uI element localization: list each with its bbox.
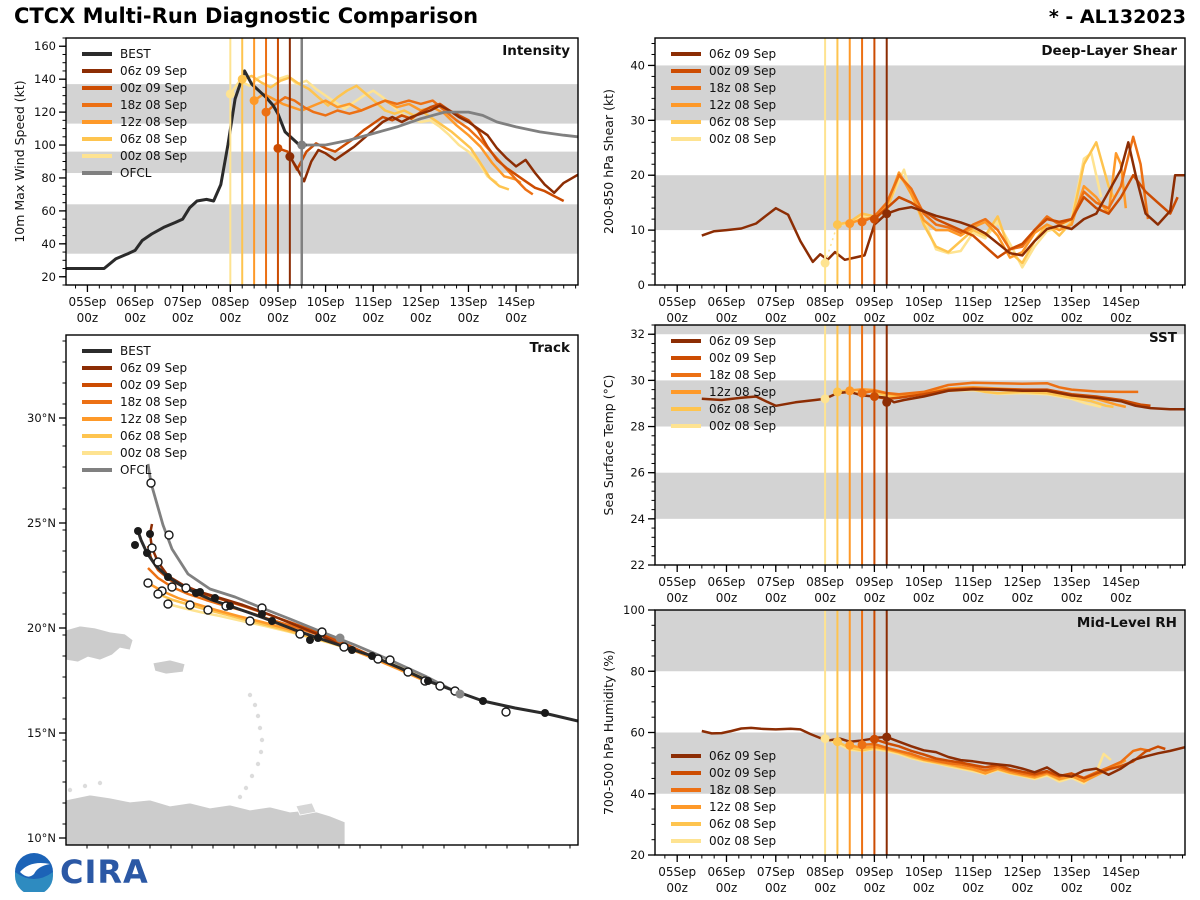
- init-dot-r1808: [858, 389, 867, 398]
- legend-label-r1808: 18z 08 Sep: [709, 783, 777, 797]
- track-marker-open: [147, 479, 155, 487]
- x-tick-date: 08Sep: [806, 575, 845, 589]
- x-tick-hour: 00z: [765, 311, 787, 325]
- init-dot-r1808: [858, 740, 867, 749]
- page-title: CTCX Multi-Run Diagnostic Comparison: [14, 4, 479, 28]
- y-tick-label: 80: [41, 170, 56, 185]
- legend-label-r0608: 06z 08 Sep: [120, 429, 188, 443]
- track-r0608: [158, 594, 440, 686]
- init-dot-r0609: [882, 733, 891, 742]
- x-tick-hour: 00z: [814, 881, 836, 895]
- x-axis: [658, 565, 1182, 605]
- y-tick-label: 40: [630, 786, 645, 801]
- legend-label-ofcl: OFCL: [120, 166, 152, 180]
- legend-label-r0608: 06z 08 Sep: [120, 132, 188, 146]
- init-dot-r0608: [238, 75, 247, 84]
- y-axis-title-sst: Sea Surface Temp (°C): [601, 374, 616, 516]
- x-tick-date: 11Sep: [954, 575, 992, 589]
- x-tick-date: 11Sep: [354, 295, 393, 309]
- y-tick-label: 40: [41, 236, 56, 251]
- y-tick-label: 10: [630, 223, 645, 238]
- legend-label-r1808: 18z 08 Sep: [120, 395, 188, 409]
- x-tick-hour: 00z: [765, 881, 787, 895]
- x-tick-hour: 00z: [765, 591, 787, 605]
- x-tick-date: 14Sep: [497, 295, 536, 309]
- x-axis: [658, 285, 1182, 325]
- init-dot-r0008: [821, 259, 830, 268]
- x-tick-hour: 00z: [314, 311, 337, 325]
- panel-title-sst: SST: [1148, 330, 1177, 346]
- land-puerto-rico: [153, 660, 185, 674]
- y-tick-label: 32: [630, 327, 645, 342]
- init-dot-r0608: [833, 737, 842, 746]
- land-hispaniola: [66, 626, 133, 662]
- init-dot-r0609: [882, 398, 891, 407]
- x-tick-date: 10Sep: [904, 865, 943, 879]
- x-axis: [658, 855, 1182, 895]
- init-dot-r0009: [870, 392, 879, 401]
- legend-label-r0608: 06z 08 Sep: [709, 402, 777, 416]
- track-marker-gray: [336, 634, 345, 643]
- x-tick-date: 12Sep: [1003, 865, 1042, 879]
- x-tick-hour: 00z: [267, 311, 289, 325]
- track-marker-filled: [164, 573, 172, 581]
- x-tick-hour: 00z: [505, 311, 527, 325]
- x-tick-hour: 00z: [666, 311, 688, 325]
- track-marker-filled: [368, 652, 376, 660]
- x-tick-hour: 00z: [863, 591, 886, 605]
- x-tick-hour: 00z: [912, 591, 935, 605]
- init-dot-r1808: [262, 108, 271, 117]
- legend-label-r1208: 12z 08 Sep: [120, 115, 188, 129]
- x-tick-date: 09Sep: [855, 295, 894, 309]
- track-marker-open: [154, 558, 162, 566]
- legend-label-r0609: 06z 09 Sep: [120, 361, 188, 375]
- track-marker-filled: [146, 530, 154, 538]
- y-tick-label: 60: [41, 203, 56, 218]
- small-island: [68, 788, 72, 792]
- x-tick-date: 06Sep: [707, 575, 746, 589]
- init-dot-r1808: [858, 217, 867, 226]
- x-tick-date: 12Sep: [401, 295, 440, 309]
- x-tick-date: 07Sep: [756, 865, 795, 879]
- y-tick-label: 30: [630, 113, 645, 128]
- y-tick-label: 40: [630, 58, 645, 73]
- y-tick-label: 20: [630, 848, 645, 862]
- x-tick-date: 05Sep: [658, 295, 697, 309]
- lat-tick-label: 15°N: [27, 726, 56, 740]
- panel-shear: [601, 38, 1185, 325]
- y-axis: [630, 43, 655, 292]
- x-tick-hour: 00z: [715, 881, 738, 895]
- track-marker-filled: [143, 549, 151, 557]
- x-tick-hour: 00z: [219, 311, 242, 325]
- x-tick-date: 11Sep: [954, 295, 992, 309]
- x-tick-hour: 00z: [1110, 311, 1132, 325]
- x-tick-date: 11Sep: [954, 865, 992, 879]
- y-axis-title-intensity: 10m Max Wind Speed (kt): [12, 80, 27, 243]
- y-axis-title-shear: 200-850 hPa Shear (kt): [601, 89, 616, 234]
- lat-axis: [27, 341, 66, 845]
- small-island: [244, 786, 248, 790]
- track-marker-open: [204, 606, 212, 614]
- y-tick-label: 26: [630, 465, 645, 480]
- lat-tick-label: 25°N: [27, 516, 56, 530]
- legend-label-best: BEST: [120, 47, 151, 61]
- track-marker-filled: [268, 617, 276, 625]
- noaa-logo-icon: [14, 852, 54, 892]
- x-tick-date: 13Sep: [1052, 575, 1091, 589]
- legend-label-r0609: 06z 09 Sep: [709, 334, 777, 348]
- init-dot-r0009: [870, 215, 879, 224]
- init-dot-r1208: [845, 741, 854, 750]
- y-tick-label: 100: [623, 603, 645, 617]
- x-tick-hour: 00z: [912, 311, 935, 325]
- x-tick-hour: 00z: [912, 881, 935, 895]
- x-tick-hour: 00z: [863, 311, 886, 325]
- x-tick-date: 07Sep: [756, 295, 795, 309]
- x-tick-hour: 00z: [124, 311, 146, 325]
- x-tick-date: 14Sep: [1101, 295, 1140, 309]
- panel-intensity: [12, 38, 578, 325]
- x-tick-hour: 00z: [1011, 881, 1034, 895]
- x-tick-hour: 00z: [715, 591, 738, 605]
- x-tick-hour: 00z: [410, 311, 432, 325]
- y-tick-label: 28: [630, 419, 645, 434]
- x-tick-hour: 00z: [666, 591, 688, 605]
- x-tick-date: 12Sep: [1003, 295, 1042, 309]
- x-tick-date: 09Sep: [258, 295, 297, 309]
- track-marker-open: [182, 584, 190, 592]
- legend-label-r0009: 00z 09 Sep: [709, 64, 777, 78]
- legend-label-r0609: 06z 09 Sep: [709, 749, 777, 763]
- legend-label-r0609: 06z 09 Sep: [120, 64, 188, 78]
- y-tick-label: 20: [41, 269, 56, 284]
- panel-title-intensity: Intensity: [502, 43, 570, 59]
- x-tick-hour: 00z: [362, 311, 384, 325]
- y-tick-label: 60: [630, 725, 645, 740]
- init-dot-r0009: [273, 144, 282, 153]
- init-dot-r0008: [821, 734, 830, 743]
- x-tick-date: 08Sep: [211, 295, 250, 309]
- small-island: [259, 750, 263, 754]
- legend-label-r0608: 06z 08 Sep: [709, 817, 777, 831]
- legend: [82, 344, 187, 477]
- init-dot-r0009: [870, 735, 879, 744]
- x-tick-date: 05Sep: [658, 865, 697, 879]
- legend-label-r1208: 12z 08 Sep: [709, 800, 777, 814]
- track-marker-filled: [134, 527, 142, 535]
- small-island: [248, 693, 252, 697]
- legend-label-r1808: 18z 08 Sep: [120, 98, 188, 112]
- init-dot-ofcl: [297, 141, 306, 150]
- legend-label-r0009: 00z 09 Sep: [120, 81, 188, 95]
- track-marker-open: [144, 579, 152, 587]
- small-island: [258, 726, 262, 730]
- shaded-band: [655, 325, 1185, 334]
- init-dot-r0008: [226, 89, 235, 98]
- x-tick-date: 07Sep: [756, 575, 795, 589]
- x-tick-date: 09Sep: [855, 865, 894, 879]
- x-tick-date: 10Sep: [904, 575, 943, 589]
- track-marker-open: [164, 600, 172, 608]
- x-tick-date: 08Sep: [806, 295, 845, 309]
- small-island: [250, 774, 254, 778]
- init-dot-r0608: [833, 387, 842, 396]
- track-marker-open: [296, 630, 304, 638]
- legend-label-r0009: 00z 09 Sep: [120, 378, 188, 392]
- y-tick-label: 120: [34, 105, 56, 120]
- small-island: [98, 781, 102, 785]
- legend-label-r0008: 00z 08 Sep: [120, 446, 188, 460]
- panel-track: [27, 335, 578, 849]
- x-tick-hour: 00z: [962, 881, 984, 895]
- small-island: [253, 703, 257, 707]
- x-tick-date: 13Sep: [1052, 295, 1091, 309]
- track-marker-open: [502, 708, 510, 716]
- lat-tick-label: 10°N: [27, 831, 56, 845]
- legend-label-r0008: 00z 08 Sep: [709, 132, 777, 146]
- track-marker-open: [246, 617, 254, 625]
- legend-label-r1208: 12z 08 Sep: [709, 98, 777, 112]
- legend-label-r0009: 00z 09 Sep: [709, 766, 777, 780]
- track-marker-filled: [196, 588, 204, 596]
- y-tick-label: 20: [630, 168, 645, 183]
- legend-label-r0608: 06z 08 Sep: [709, 115, 777, 129]
- init-dot-r1208: [845, 386, 854, 395]
- x-tick-hour: 00z: [863, 881, 886, 895]
- init-dot-r0008: [821, 394, 830, 403]
- storm-id-label: * - AL132023: [1048, 6, 1186, 28]
- init-dot-r1208: [845, 219, 854, 228]
- track-marker-filled: [131, 541, 139, 549]
- x-tick-hour: 00z: [962, 311, 984, 325]
- track-marker-open: [186, 601, 194, 609]
- init-dot-r0609: [882, 209, 891, 218]
- x-tick-date: 10Sep: [306, 295, 345, 309]
- cira-logo: CIRA: [60, 853, 149, 891]
- track-marker-filled: [314, 634, 322, 642]
- x-tick-date: 06Sep: [707, 865, 746, 879]
- small-island: [256, 762, 260, 766]
- panel-title-track: Track: [529, 340, 570, 356]
- x-tick-hour: 00z: [962, 591, 984, 605]
- y-tick-label: 80: [630, 664, 645, 679]
- y-axis: [630, 325, 655, 572]
- x-tick-date: 10Sep: [904, 295, 943, 309]
- x-tick-date: 05Sep: [68, 295, 107, 309]
- map-layers: [66, 464, 578, 845]
- land-south-america: [66, 795, 345, 845]
- y-tick-label: 160: [34, 39, 56, 54]
- legend-label-r0008: 00z 08 Sep: [120, 149, 188, 163]
- track-marker-filled: [226, 602, 234, 610]
- small-island: [238, 795, 242, 799]
- small-island: [256, 714, 260, 718]
- shaded-band: [655, 473, 1185, 519]
- lat-tick-label: 30°N: [27, 411, 56, 425]
- x-tick-hour: 00z: [814, 311, 836, 325]
- y-tick-label: 100: [34, 138, 56, 153]
- y-tick-label: 24: [630, 511, 645, 526]
- track-r0008: [168, 604, 455, 691]
- x-tick-hour: 00z: [1011, 311, 1034, 325]
- y-axis: [623, 603, 655, 862]
- x-tick-hour: 00z: [1110, 881, 1132, 895]
- y-tick-label: 0: [637, 278, 645, 292]
- shaded-band: [66, 204, 578, 253]
- track-marker-open: [154, 590, 162, 598]
- panel-rh: [601, 603, 1185, 895]
- track-marker-gray: [456, 690, 465, 699]
- legend-label-r1808: 18z 08 Sep: [709, 81, 777, 95]
- x-tick-hour: 00z: [1060, 591, 1083, 605]
- legend-label-r0609: 06z 09 Sep: [709, 47, 777, 61]
- footer-logos: [14, 852, 149, 892]
- x-tick-date: 09Sep: [855, 575, 894, 589]
- legend-label-r0008: 00z 08 Sep: [709, 834, 777, 848]
- track-marker-filled: [348, 646, 356, 654]
- track-marker-open: [165, 531, 173, 539]
- legend-label-best: BEST: [120, 344, 151, 358]
- y-tick-label: 22: [630, 558, 645, 572]
- legend-label-r0009: 00z 09 Sep: [709, 351, 777, 365]
- x-tick-date: 14Sep: [1101, 865, 1140, 879]
- legend-label-r1808: 18z 08 Sep: [709, 368, 777, 382]
- init-dot-r1208: [250, 96, 259, 105]
- x-tick-hour: 00z: [666, 881, 688, 895]
- track-marker-filled: [424, 677, 432, 685]
- x-tick-date: 05Sep: [658, 575, 697, 589]
- x-tick-hour: 00z: [715, 311, 738, 325]
- track-best: [138, 531, 578, 721]
- track-marker-open: [404, 668, 412, 676]
- track-marker-filled: [541, 709, 549, 717]
- x-tick-hour: 00z: [76, 311, 99, 325]
- x-tick-date: 08Sep: [806, 865, 845, 879]
- small-island: [260, 738, 264, 742]
- y-axis: [34, 38, 66, 285]
- x-tick-date: 06Sep: [116, 295, 155, 309]
- track-marker-filled: [211, 594, 219, 602]
- x-tick-hour: 00z: [1110, 591, 1132, 605]
- x-tick-date: 14Sep: [1101, 575, 1140, 589]
- x-tick-date: 13Sep: [449, 295, 488, 309]
- init-dot-r0608: [833, 220, 842, 229]
- legend-label-r1208: 12z 08 Sep: [120, 412, 188, 426]
- x-tick-hour: 00z: [171, 311, 194, 325]
- small-island: [83, 784, 87, 788]
- panel-sst: [601, 325, 1185, 605]
- legend-label-r0008: 00z 08 Sep: [709, 419, 777, 433]
- y-tick-label: 30: [630, 373, 645, 388]
- track-marker-filled: [258, 610, 266, 618]
- x-tick-date: 06Sep: [707, 295, 746, 309]
- y-tick-label: 140: [34, 72, 56, 87]
- panel-title-rh: Mid-Level RH: [1076, 615, 1177, 631]
- shaded-band: [655, 175, 1185, 230]
- lat-tick-label: 20°N: [27, 621, 56, 635]
- y-axis-title-rh: 700-500 hPa Humidity (%): [601, 649, 616, 816]
- x-tick-hour: 00z: [1060, 311, 1083, 325]
- track-marker-open: [168, 583, 176, 591]
- x-tick-hour: 00z: [1060, 881, 1083, 895]
- track-marker-open: [436, 682, 444, 690]
- x-tick-hour: 00z: [457, 311, 480, 325]
- track-marker-open: [386, 656, 394, 664]
- legend-label-ofcl: OFCL: [120, 463, 152, 477]
- legend-label-r1208: 12z 08 Sep: [709, 385, 777, 399]
- x-tick-hour: 00z: [814, 591, 836, 605]
- x-tick-date: 12Sep: [1003, 575, 1042, 589]
- x-tick-date: 13Sep: [1052, 865, 1091, 879]
- track-marker-open: [340, 643, 348, 651]
- panel-title-shear: Deep-Layer Shear: [1041, 43, 1177, 59]
- x-tick-hour: 00z: [1011, 591, 1034, 605]
- track-marker-filled: [306, 636, 314, 644]
- x-tick-date: 07Sep: [163, 295, 202, 309]
- x-axis: [68, 285, 575, 325]
- track-marker-filled: [479, 697, 487, 705]
- init-dot-r0609: [285, 152, 294, 161]
- track-ofcl: [148, 464, 460, 694]
